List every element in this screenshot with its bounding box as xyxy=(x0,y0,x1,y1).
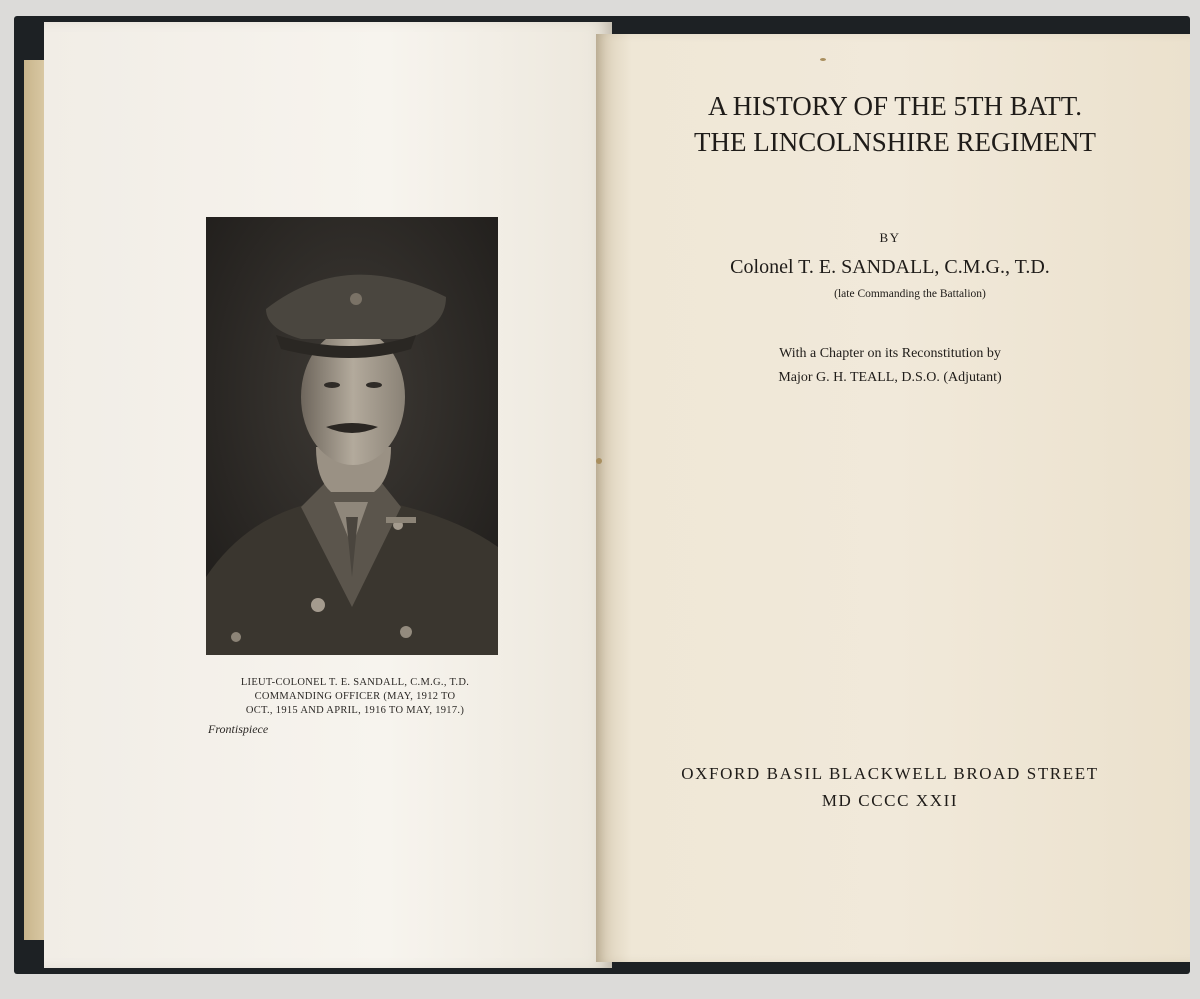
right-page-title-page xyxy=(596,34,1190,962)
publication-year: MD CCCC XXII xyxy=(821,791,959,811)
foxing-spot xyxy=(596,458,602,464)
chapter-line: With a Chapter on its Reconstitution by xyxy=(779,346,1001,361)
caption-line: COMMANDING OFFICER (MAY, 1912 TO xyxy=(254,691,456,703)
author-name: Colonel T. E. SANDALL, C.M.G., T.D. xyxy=(730,256,1050,278)
publisher-imprint xyxy=(600,760,1180,814)
portrait-caption xyxy=(220,676,490,719)
portrait-photograph xyxy=(206,217,498,655)
publisher-line: OXFORD BASIL BLACKWELL BROAD STREET xyxy=(681,764,1099,783)
author-note: (late Commanding the Battalion) xyxy=(834,288,986,300)
title-line: A HISTORY OF THE 5TH BATT. xyxy=(707,91,1083,121)
caption-line: LIEUT-COLONEL T. E. SANDALL, C.M.G., T.D. xyxy=(240,677,470,688)
caption-line: OCT., 1915 AND APRIL, 1916 TO MAY, 1917.) xyxy=(245,705,465,717)
foxing-spot xyxy=(820,58,826,61)
book-title xyxy=(600,88,1190,161)
chapter-credit xyxy=(600,342,1180,390)
chapter-line: Major G. H. TEALL, D.S.O. (Adjutant) xyxy=(778,369,1002,385)
frontispiece-label: Frontispiece xyxy=(208,722,269,736)
title-line: THE LINCOLNSHIRE REGIMENT xyxy=(694,127,1096,158)
by-label: BY xyxy=(879,230,901,245)
